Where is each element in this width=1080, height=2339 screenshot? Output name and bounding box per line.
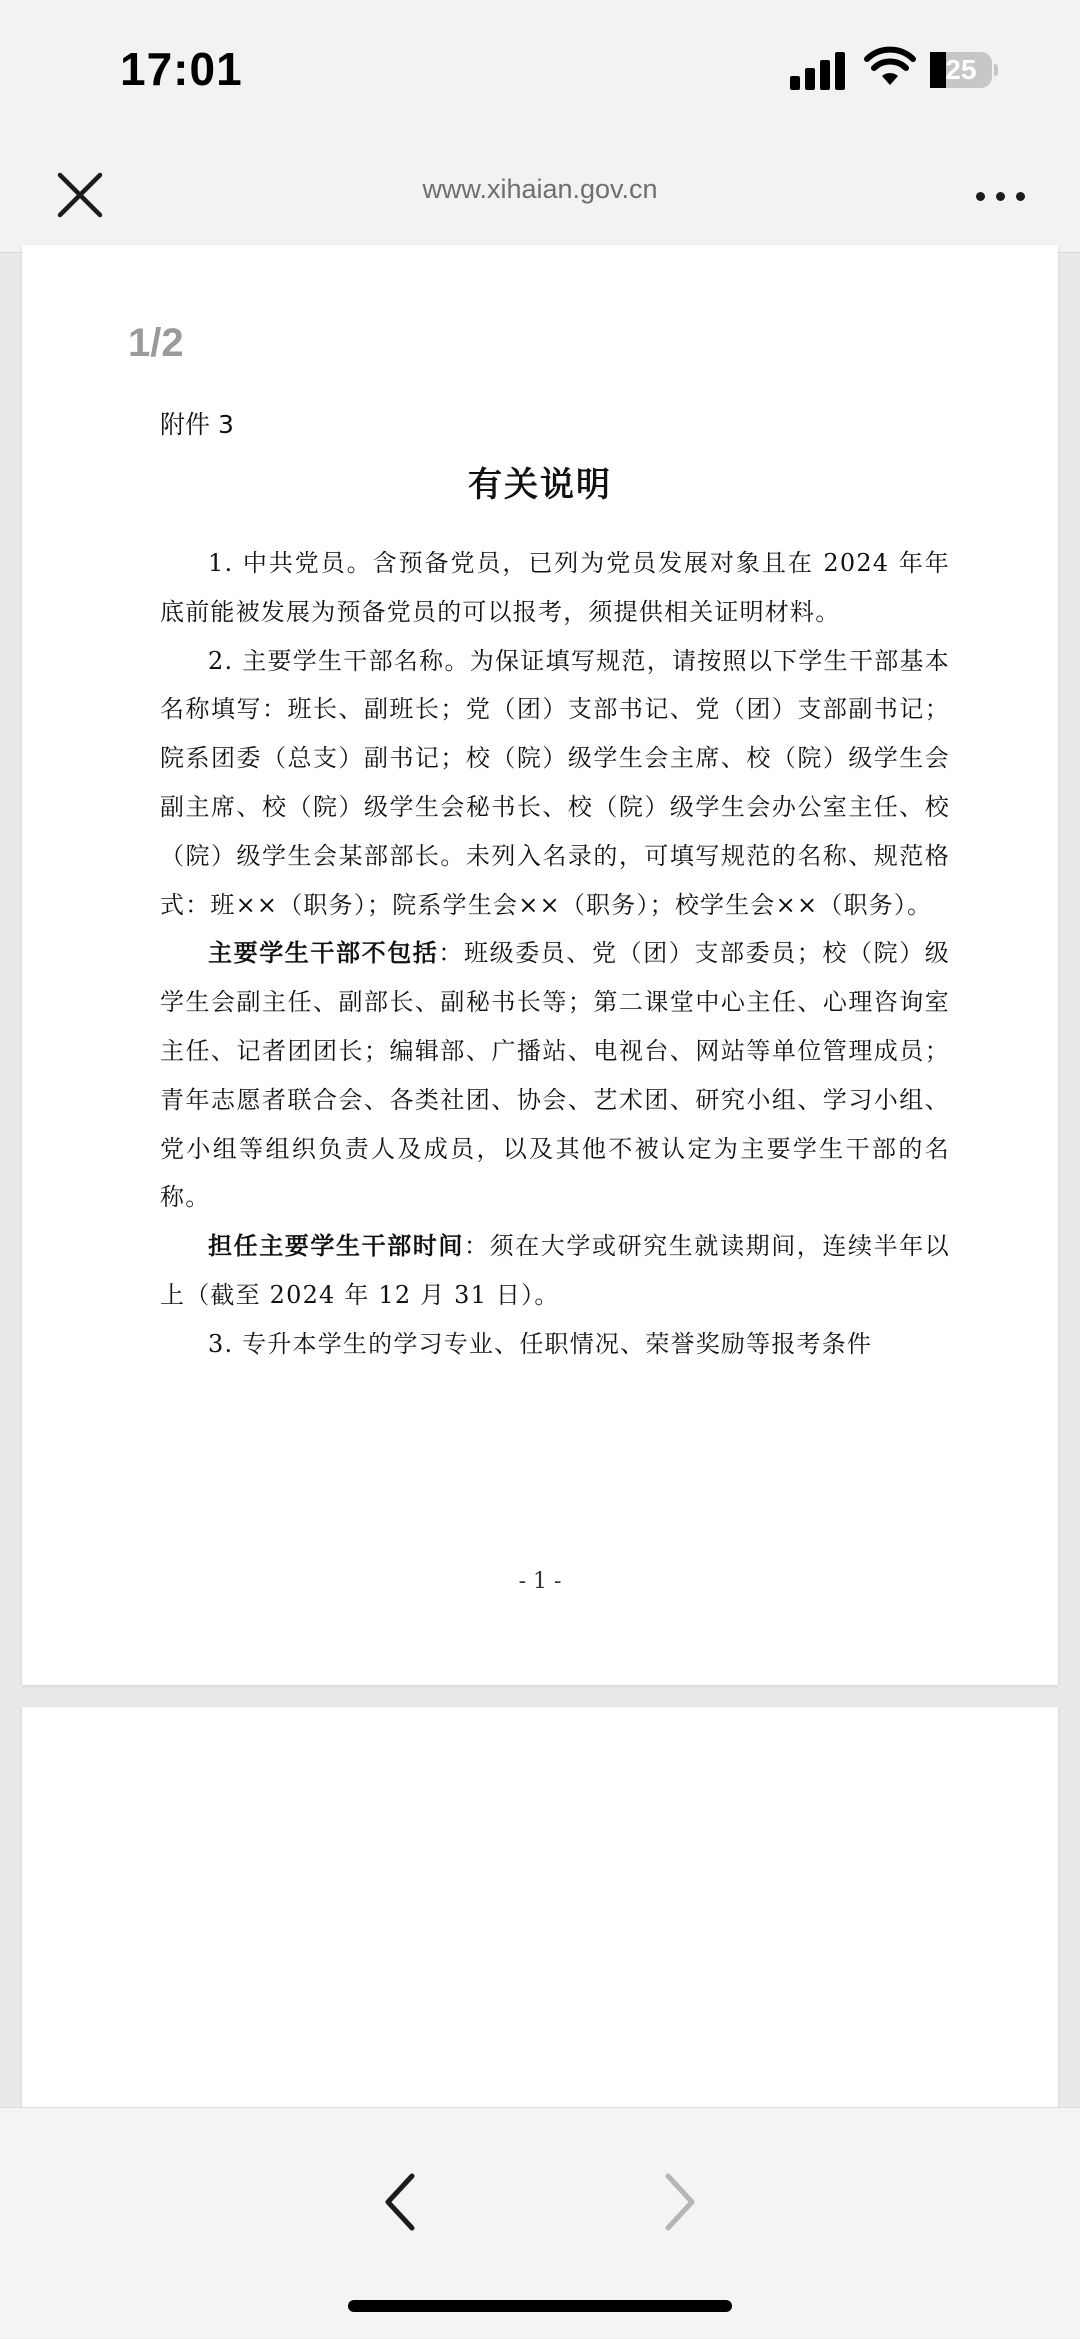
battery-level: 25 bbox=[945, 54, 977, 85]
page-number: - 1 - bbox=[518, 1569, 562, 1594]
document-paragraph bbox=[160, 539, 950, 637]
paragraph-text: 1. 中共党员。含预备党员，已列为党员发展对象且在 2024 年年底前能被发展为预备党员的可以报考，须提供相关证明材料。 bbox=[160, 549, 950, 626]
wifi-icon bbox=[865, 48, 915, 88]
page-1-body bbox=[160, 539, 950, 1369]
home-indicator bbox=[348, 2300, 732, 2312]
paragraph-bold-lead: 主要学生干部不包括 bbox=[208, 938, 439, 968]
page-indicator: 1/2 bbox=[128, 321, 184, 365]
page-url: www.xihaian.gov.cn bbox=[422, 174, 658, 204]
paragraph-bold-lead: 担任主要学生干部时间 bbox=[208, 1231, 464, 1261]
status-time: 17:01 bbox=[120, 43, 243, 95]
document-paragraph bbox=[160, 637, 950, 930]
status-bar bbox=[0, 0, 1080, 140]
paragraph-text: ：班级委员、党（团）支部委员；校（院）级学生会副主任、副部长、副秘书长等；第二课堂中心主任、心理咨询室主任、记者团团长；编辑部、广播站、电视台、网站等单位管理成员；青年志愿者联合会、各类社团、协会、艺术团、研究小组、学习小组、党小组等组织负责人及成员，以及其他不被认定为主要学生干部的名称。 bbox=[160, 939, 950, 1212]
chevron-right-icon[interactable] bbox=[658, 2170, 702, 2234]
document-viewer[interactable] bbox=[0, 253, 1080, 2107]
document-paragraph bbox=[160, 929, 950, 1222]
document-paragraph bbox=[160, 1320, 950, 1369]
more-options-icon[interactable] bbox=[972, 176, 1030, 216]
paragraph-text: ：须在大学或研究生就读期间，连续半年以上（截至 2024 年 12 月 31 日）。 bbox=[160, 1232, 950, 1309]
chevron-left-icon[interactable] bbox=[378, 2170, 422, 2234]
document-paragraph bbox=[160, 1222, 950, 1320]
document-page-1 bbox=[22, 245, 1058, 1685]
cellular-signal-icon bbox=[790, 52, 846, 90]
battery-icon bbox=[930, 52, 998, 88]
paragraph-text: 2. 主要学生干部名称。为保证填写规范，请按照以下学生干部基本名称填写：班长、副班长；党（团）支部书记、党（团）支部副书记；院系团委（总支）副书记；校（院）级学生会主席、校（院）级学生会副主席、校（院）级学生会秘书长、校（院）级学生会办公室主任、校（院）级学生会某部部长。未列入名录的，可填写规范的名称、规范格式：班××（职务）；院系学生会××（职务）；校学生会××（职务）。 bbox=[160, 646, 950, 919]
document-title: 有关说明 bbox=[468, 465, 612, 505]
attachment-label: 附件 3 bbox=[160, 410, 234, 439]
browser-nav-bar bbox=[0, 140, 1080, 253]
bottom-toolbar bbox=[0, 2107, 1080, 2338]
paragraph-text: 3. 专升本学生的学习专业、任职情况、荣誉奖励等报考条件 bbox=[208, 1329, 873, 1358]
